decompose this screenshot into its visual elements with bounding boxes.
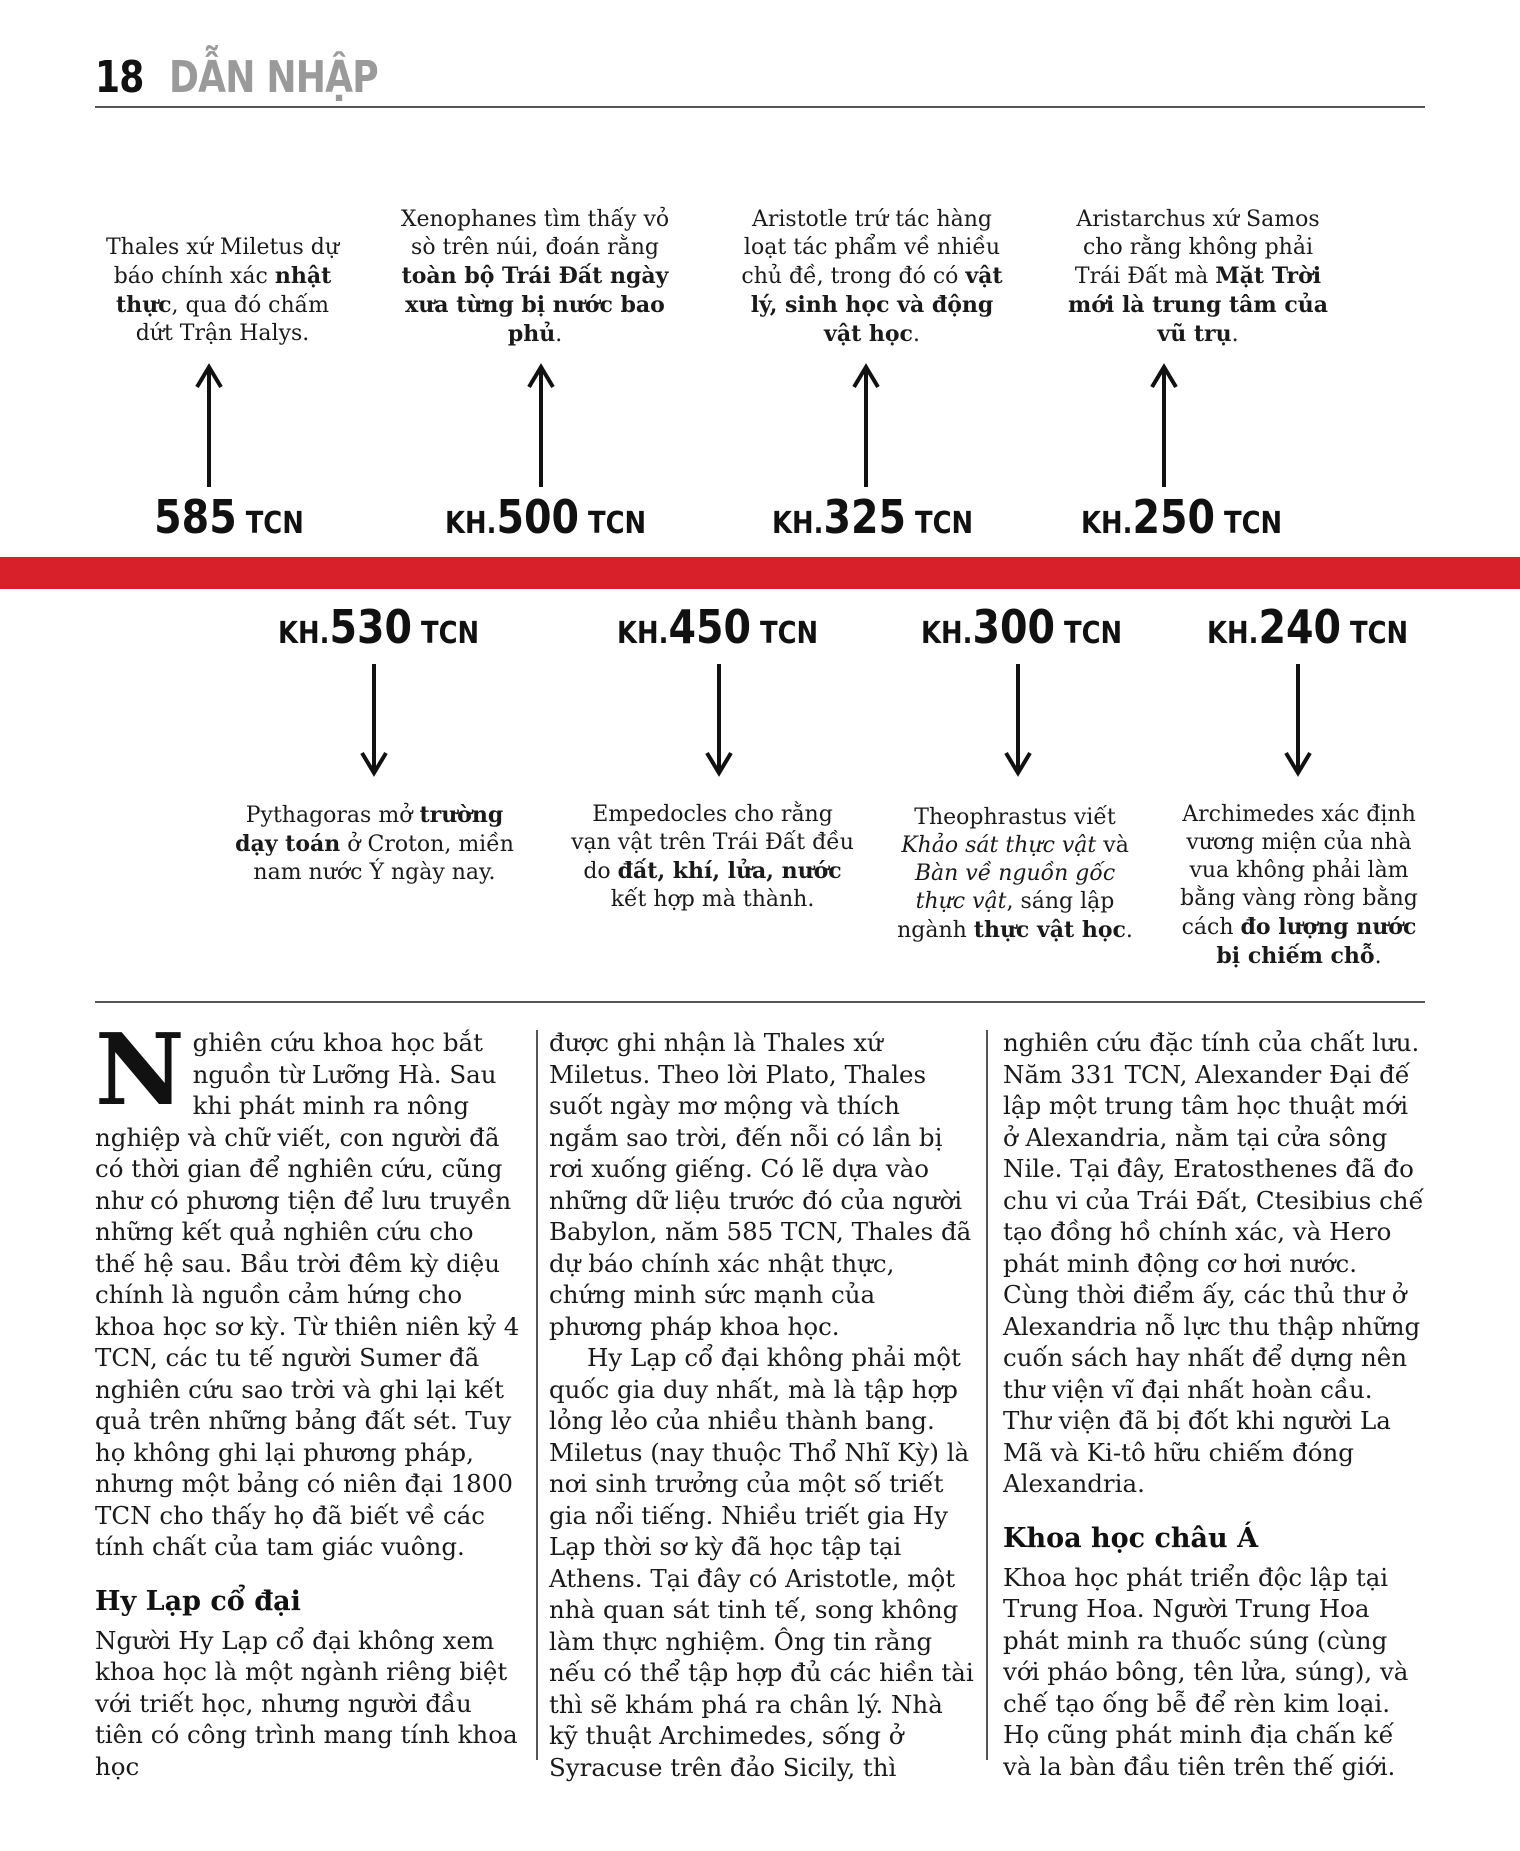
text-run: . <box>1374 944 1382 969</box>
down-arrow-icon <box>1283 663 1313 778</box>
italic-text: Khảo sát thực vật <box>901 833 1097 858</box>
text-run: Thales xứ Miletus dự báo chính xác <box>105 235 340 289</box>
text-run: Aristotle trứ tác hàng loạt tác phẩm về nhiều chủ đề, trong đó có <box>741 207 1001 289</box>
section-title: DẪN NHẬP <box>169 52 378 103</box>
text-run: . <box>555 322 563 347</box>
text-run: Pythagoras mở <box>245 803 420 828</box>
text-run: Empedocles cho rằng vạn vật trên Trái Đất đều do <box>571 802 854 884</box>
date-label-240: KH.240 TCN <box>1207 600 1409 654</box>
up-arrow-icon <box>194 363 224 488</box>
bold-text: đo lượng nước bị chiếm chỗ <box>1216 914 1417 969</box>
body-paragraph: Nghiên cứu khoa học bắt nguồn từ Lưỡng Hà. Sau khi phát minh ra nông nghiệp và chữ viết, con người đã có thời gian để nghiên cứu, cũng như có phương tiện để lưu truyền những kết quả nghiên cứu cho thế hệ sau. Bầu trời đêm kỳ diệu chính là nguồn cảm hứng cho khoa học sơ kỳ. Từ thiên niên kỷ 4 TCN, các tu tế người Sumer đã nghiên cứu sao trời và ghi lại kết quả trên những bảng đất sét. Tuy họ không ghi lại phương pháp, nhưng một bảng có niên đại 1800 TCN cho thấy họ đã biết về các tính chất của tam giác vuông. <box>95 1013 520 1561</box>
body-column-1 <box>95 1013 520 1782</box>
date-label-530: KH.530 TCN <box>278 600 480 654</box>
timeline-bar <box>0 557 1520 589</box>
down-arrow-icon <box>704 663 734 778</box>
event-text <box>894 804 1136 945</box>
text-run: và <box>1096 833 1129 858</box>
bold-text: đất, khí, lửa, nước <box>617 858 842 884</box>
text-run: Archimedes xác định vương miện của nhà vua không phải làm bằng vàng ròng bằng cách <box>1180 802 1418 940</box>
body-paragraph: Hy Lạp cổ đại không phải một quốc gia duy nhất, mà là tập hợp lỏng lẻo của nhiều thành bang. Miletus (nay thuộc Thổ Nhĩ Kỳ) là nơi sinh trưởng của một số triết gia nổi tiếng. Nhiều triết gia Hy Lạp thời sơ kỳ đã học tập tại Athens. Tại đây có Aristotle, một nhà quan sát tinh tế, song không làm thực nghiệm. Ông tin rằng nếu có thể tập hợp đủ các hiền tài thì sẽ khám phá ra chân lý. Nhà kỹ thuật Archimedes, sống ở Syracuse trên đảo Sicily, thì <box>549 1343 974 1782</box>
timeline-event-325 <box>737 206 1007 349</box>
timeline-event-250 <box>1064 206 1332 349</box>
body-paragraph: Khoa học phát triển độc lập tại Trung Hoa. Người Trung Hoa phát minh ra thuốc súng (cùng với pháo bông, tên lửa, súng), và chế tạo ống bễ để rèn kim loại. Họ cũng phát minh địa chấn kế và la bàn đầu tiên trên thế giới. <box>1003 1562 1409 1781</box>
text-run: Theophrastus viết <box>914 805 1116 830</box>
date-label-300: KH.300 TCN <box>921 600 1123 654</box>
timeline-event-530 <box>232 801 517 887</box>
down-arrow-icon <box>1003 663 1033 778</box>
up-arrow-icon <box>851 363 881 488</box>
text-run: Aristarchus xứ Samos cho rằng không phải Trái Đất mà <box>1074 207 1320 289</box>
timeline-event-450 <box>570 801 855 914</box>
bold-text: Mặt Trời mới là trung tâm của vũ trụ <box>1067 263 1329 347</box>
bold-text: nhật thực <box>115 263 332 318</box>
text-run: . <box>1231 322 1239 347</box>
event-text <box>1170 801 1428 971</box>
event-text <box>570 801 855 914</box>
page-header <box>95 48 1425 108</box>
up-arrow-icon <box>1149 363 1179 488</box>
body-column-2 <box>549 1027 974 1783</box>
body-column-3 <box>1003 1027 1428 1782</box>
timeline-event-240 <box>1170 801 1428 971</box>
body-paragraph: được ghi nhận là Thales xứ Miletus. Theo lời Plato, Thales suốt ngày mơ mộng và thích ngắm sao trời, đến nỗi có lần bị rơi xuống giếng. Có lẽ dựa vào những dữ liệu trước đó của người Babylon, năm 585 TCN, Thales đã dự báo chính xác nhật thực, chứng minh sức mạnh của phương pháp khoa học. <box>549 1028 972 1341</box>
date-label-250: KH.250 TCN <box>1081 490 1283 544</box>
drop-cap: N <box>95 1013 185 1128</box>
text-run: , sáng lập ngành <box>897 889 1115 943</box>
bold-text: trường dạy toán <box>235 802 504 857</box>
bold-text: thực vật học <box>973 917 1126 943</box>
timeline-event-500 <box>400 206 670 349</box>
section-heading: Khoa học châu Á <box>1003 1522 1259 1554</box>
up-arrow-icon <box>526 363 556 488</box>
text-run: kết hợp mà thành. <box>610 887 815 912</box>
event-text <box>95 234 350 348</box>
body-paragraph: nghiên cứu đặc tính của chất lưu. Năm 331 TCN, Alexander Đại đế lập một trung tâm học thuật mới ở Alexandria, nằm tại cửa sông Nile. Tại đây, Eratosthenes đã đo chu vi của Trái Đất, Ctesibius chế tạo đồng hồ chính xác, và Hero phát minh động cơ hơi nước. Cùng thời điểm ấy, các thủ thư ở Alexandria nỗ lực thu thập những cuốn sách hay nhất để dựng nên thư viện vĩ đại nhất hoàn cầu. Thư viện đã bị đốt khi người La Mã và Ki-tô hữu chiếm đóng Alexandria. <box>1003 1028 1424 1498</box>
text-run: . <box>912 322 920 347</box>
down-arrow-icon <box>359 663 389 778</box>
column-divider <box>986 1030 988 1760</box>
text-run: Xenophanes tìm thấy vỏ sò trên núi, đoán rằng <box>400 207 670 260</box>
italic-text: Bàn về nguồn gốc thực vật <box>914 861 1116 914</box>
column-divider <box>536 1030 538 1760</box>
event-text <box>400 206 670 349</box>
text-run: ở Croton, miền nam nước Ý ngày nay. <box>253 832 514 885</box>
event-text <box>232 801 517 887</box>
bold-text: vật lý, sinh học và động vật học <box>750 263 1003 347</box>
date-label-585: 585 TCN <box>154 490 304 544</box>
body-paragraph: Người Hy Lạp cổ đại không xem khoa học là một ngành riêng biệt với triết học, nhưng người đầu tiên có công trình mang tính khoa học <box>95 1625 518 1781</box>
timeline-event-585 <box>95 234 350 348</box>
section-divider <box>95 1001 1425 1003</box>
date-label-325: KH.325 TCN <box>772 490 974 544</box>
date-label-500: KH.500 TCN <box>445 490 647 544</box>
text-run: . <box>1125 918 1133 943</box>
timeline-event-300 <box>894 804 1136 945</box>
section-heading: Hy Lạp cổ đại <box>95 1585 301 1617</box>
event-text <box>737 206 1007 349</box>
text-run: , qua đó chấm dứt Trận Halys. <box>135 293 330 346</box>
event-text <box>1064 206 1332 349</box>
page-number: 18 <box>95 52 144 103</box>
date-label-450: KH.450 TCN <box>617 600 819 654</box>
bold-text: toàn bộ Trái Đất ngày xưa từng bị nước bao phủ <box>401 263 669 347</box>
